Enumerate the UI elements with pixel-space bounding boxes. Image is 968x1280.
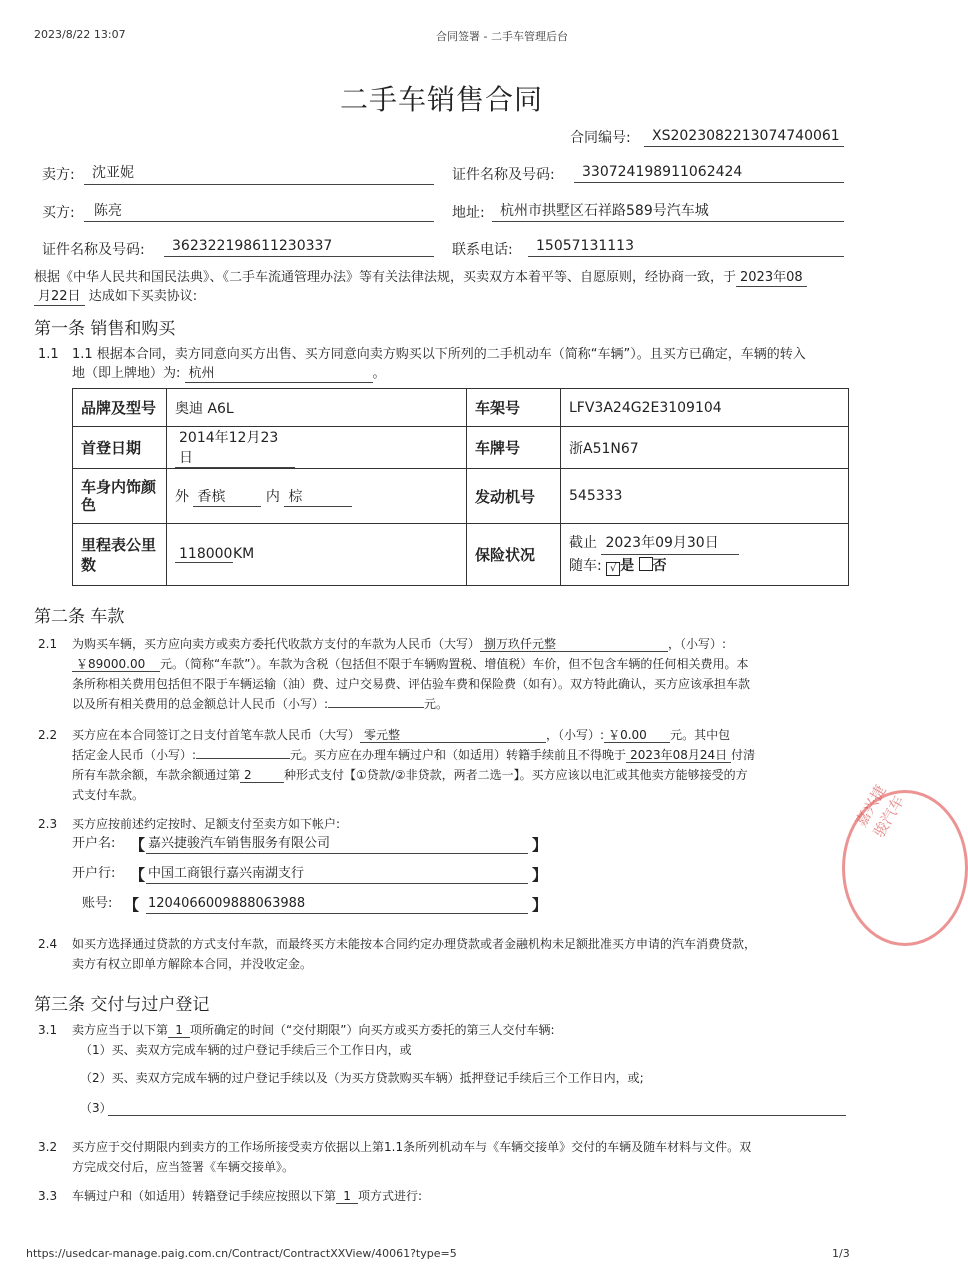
clause-3-3-text: 车辆过户和（如适用）转籍登记手续应按照以下第 1 项方式进行:: [72, 1189, 423, 1203]
agreement-date-a: 2023年08: [736, 270, 807, 287]
phone-label: 联系电话:: [452, 242, 513, 258]
address-label: 地址:: [452, 205, 485, 221]
account-name-label: 开户名:: [72, 836, 116, 851]
seller-name: 沈亚妮: [92, 165, 134, 181]
transfer-option: 1: [336, 1189, 358, 1204]
clause-2-2-line2: 括定金人民币（小写）: 元。买方应在办理车辆过户和（如适用）转籍手续前且不得晚于 2023年08月24日 付清: [72, 748, 756, 762]
clause-2-1-line1: 为购买车辆，买方应向卖方或卖方委托代收款方支付的车款为人民币（大写） 捌万玖仟元整 ，（小写）:: [72, 637, 727, 651]
seller-id-label: 证件名称及号码:: [452, 167, 555, 183]
plate-label: 车牌号: [467, 427, 561, 469]
contract-no-label: 合同编号:: [570, 130, 631, 146]
clause-2-1-num: 2.1: [38, 637, 58, 651]
clause-3-1-text: 卖方应当于以下第 1 项所确定的时间（“交付期限”）向买方或买方委托的第三人交付车辆:: [72, 1023, 555, 1037]
insurance-until: 2023年09月30日: [601, 532, 739, 555]
with-car-yes-checkbox: √: [606, 562, 620, 576]
buyer-id-label: 证件名称及号码:: [42, 242, 145, 258]
section-3-title: 第三条 交付与过户登记: [34, 995, 210, 1015]
interior-color: 棕: [284, 486, 352, 507]
clause-1-1-num: 1.1: [38, 347, 59, 362]
print-url: https://usedcar-manage.paig.com.cn/Contract/ContractXXView/40061?type=5: [26, 1247, 457, 1260]
clause-3-2-num: 3.2: [38, 1140, 58, 1154]
intro-text: 根据《中华人民共和国民法典》、《二手车流通管理办法》等有关法律法规，买卖双方本着平等、自愿原则，经协商一致，于 2023年08: [34, 270, 807, 287]
mileage-label: 里程表公里数: [73, 524, 167, 586]
clause-2-1-line3: 条所称相关费用包括但不限于车辆运输（油）费、过户交易费、评估验车费和保险费（如有）。双方特此确认，买方应该承担车款: [72, 677, 751, 691]
delivery-option-3: （3）: [80, 1101, 112, 1115]
clause-3-3-num: 3.3: [38, 1189, 58, 1203]
delivery-option: 1: [168, 1023, 190, 1038]
contract-no: XS2023082213074740061: [652, 128, 840, 144]
section-1-title: 第一条 销售和购买: [34, 319, 176, 339]
reg-date-label: 首登日期: [73, 427, 167, 469]
seller-label: 卖方:: [42, 167, 75, 183]
clause-1-1-text: 1.1 根据本合同，卖方同意向买方出售、买方同意向卖方购买以下所列的二手机动车（简称“车辆”）。且买方已确定，车辆的转入: [72, 347, 806, 362]
price-upper: 捌万玖仟元整: [480, 637, 668, 652]
buyer-name: 陈亮: [94, 203, 122, 219]
first-pay-upper: 零元整: [360, 728, 546, 743]
seal-text: 嘉兴捷骏汽车: [851, 782, 909, 841]
engine-value: 545333: [561, 469, 849, 524]
clause-2-4-line1: 如买方选择通过贷款的方式支付车款，而最终买方未能按本合同约定办理贷款或者金融机构未足额批准买方申请的汽车消费贷款，: [72, 937, 757, 951]
mileage-value: 118000: [175, 546, 233, 563]
bank-label: 开户行:: [72, 866, 116, 881]
clause-2-2-line4: 式支付车款。: [72, 788, 145, 802]
clause-2-4-num: 2.4: [38, 937, 58, 951]
plate-value: 浙A51N67: [561, 427, 849, 469]
account-no: 1204066009888063988: [148, 896, 306, 911]
vin-value: LFV3A24G2E3109104: [561, 389, 849, 427]
insurance-label: 保险状况: [467, 524, 561, 586]
phone: 15057131113: [536, 238, 634, 254]
first-pay-lower: ￥0.00: [604, 728, 670, 743]
brand-label: 品牌及型号: [73, 389, 167, 427]
price-lower: ￥89000.00: [72, 657, 160, 672]
clause-3-1-num: 3.1: [38, 1023, 58, 1037]
seller-id: 330724198911062424: [582, 164, 743, 180]
print-page-number: 1/3: [832, 1247, 850, 1260]
clause-2-3-text: 买方应按前述约定按时、足额支付至卖方如下帐户:: [72, 817, 341, 831]
clause-2-2-num: 2.2: [38, 728, 58, 742]
delivery-option-2: （2）买、卖双方完成车辆的过户登记手续以及（为买方贷款购买车辆）抵押登记手续后三个工作日内，或;: [80, 1071, 644, 1085]
reg-date-value: 2014年12月23日: [175, 427, 295, 468]
clause-2-3-num: 2.3: [38, 817, 58, 831]
clause-3-2-line2: 方完成交付后，应当签署《车辆交接单》。: [72, 1160, 295, 1174]
clause-2-2-line1: 买方应在本合同签订之日支付首笔车款人民币（大写） 零元整 ，（小写）: ￥0.00 元。其中包: [72, 728, 731, 742]
exterior-color: 香槟: [193, 486, 261, 507]
clause-3-2-line1: 买方应于交付期限内到卖方的工作场所接受卖方依据以上第1.1条所列机动车与《车辆交接单》交付的车辆及随车材料与文件。双: [72, 1140, 752, 1154]
clause-2-2-line3: 所有车款余额，车款余额通过第 2 种形式支付【①贷款/②非贷款，两者二选一】。买方应该以电汇或其他卖方能够接受的方: [72, 768, 748, 782]
print-page-title: 合同签署 - 二手车管理后台: [436, 30, 568, 43]
clause-2-4-line2: 卖方有权立即单方解除本合同，并没收定金。: [72, 957, 313, 971]
delivery-option-1: （1）买、卖双方完成车辆的过户登记手续后三个工作日内，或: [80, 1043, 412, 1057]
payment-option: 2: [240, 768, 284, 783]
with-car-no-checkbox: [639, 557, 653, 571]
bank-name: 中国工商银行嘉兴南湖支行: [148, 866, 305, 881]
account-no-label: 账号:: [82, 896, 113, 911]
clause-1-1-text-2: 地（即上牌地）为: 杭州 。: [72, 366, 386, 381]
clause-2-1-line2: ￥89000.00 元。（简称“车款”）。车款为含税（包括但不限于车辆购置税、增值税）车价，但不包含车辆的任何相关费用。本: [72, 657, 748, 672]
buyer-id: 362322198611230337: [172, 238, 333, 254]
clause-2-1-line4: 以及所有相关费用的总金额总计人民币（小写）: 元。: [72, 697, 449, 711]
vehicle-info-table: 品牌及型号 奥迪 A6L 车架号 LFV3A24G2E3109104 首登日期 2014年12月23日 车牌号 浙A51N67 车身内饰颜色 外 香槟 内 棕 发动机号 545333 里程表公里数 118000KM 保险状况 截止 2023年09月30日 随车: √ 是 否: [72, 388, 849, 586]
color-label: 车身内饰颜色: [73, 469, 167, 524]
agreement-date-b: 月22日: [34, 289, 85, 306]
final-pay-date: 2023年08月24日: [626, 748, 731, 763]
account-name: 嘉兴捷骏汽车销售服务有限公司: [148, 836, 331, 851]
section-2-title: 第二条 车款: [34, 607, 125, 627]
brand-value: 奥迪 A6L: [167, 389, 467, 427]
vin-label: 车架号: [467, 389, 561, 427]
intro-text-2: 月22日 达成如下买卖协议:: [34, 289, 197, 306]
buyer-label: 买方:: [42, 205, 75, 221]
print-datetime: 2023/8/22 13:07: [34, 28, 126, 41]
engine-label: 发动机号: [467, 469, 561, 524]
contract-title: 二手车销售合同: [340, 83, 544, 116]
address: 杭州市拱墅区石祥路589号汽车城: [500, 203, 709, 219]
registration-place: 杭州: [185, 366, 373, 383]
